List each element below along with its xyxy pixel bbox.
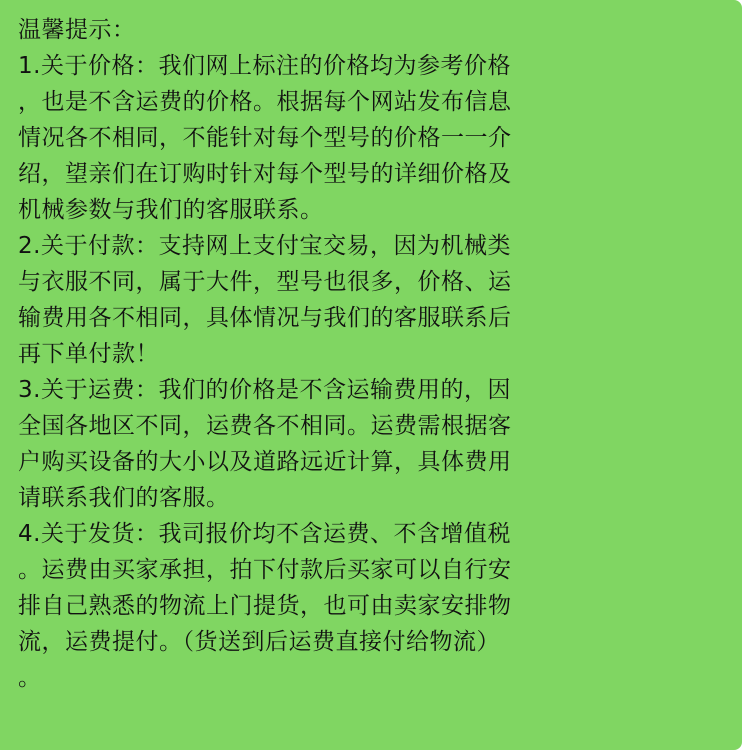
notice-line: 。 — [18, 665, 42, 691]
notice-line: 情况各不相同，不能针对每个型号的价格一一介 — [18, 125, 512, 151]
notice-line: 流，运费提付。（货送到后运费直接付给物流） — [18, 629, 500, 655]
notice-line: 再下单付款！ — [18, 341, 159, 367]
notice-line: 机械参数与我们的客服联系。 — [18, 197, 324, 223]
notice-line: 排自己熟悉的物流上门提货，也可由卖家安排物 — [18, 593, 512, 619]
notice-line: 与衣服不同，属于大件，型号也很多，价格、运 — [18, 269, 512, 295]
notice-line: 4.关于发货：我司报价均不含运费、不含增值税 — [18, 521, 511, 547]
notice-line: 。运费由买家承担，拍下付款后买家可以自行安 — [18, 557, 512, 583]
notice-line: 输费用各不相同，具体情况与我们的客服联系后 — [18, 305, 512, 331]
notice-line: 户购买设备的大小以及道路远近计算，具体费用 — [18, 449, 512, 475]
notice-line: ，也是不含运费的价格。根据每个网站发布信息 — [18, 89, 512, 115]
notice-line: 绍，望亲们在订购时针对每个型号的详细价格及 — [18, 161, 512, 187]
notice-line: 1.关于价格：我们网上标注的价格均为参考价格 — [18, 53, 511, 79]
notice-line: 请联系我们的客服。 — [18, 485, 230, 511]
notice-line: 全国各地区不同，运费各不相同。运费需根据客 — [18, 413, 512, 439]
notice-line: 2.关于付款：支持网上支付宝交易，因为机械类 — [18, 233, 511, 259]
notice-title: 温馨提示： — [18, 17, 136, 43]
notice-line: 3.关于运费：我们的价格是不含运输费用的，因 — [18, 377, 511, 403]
